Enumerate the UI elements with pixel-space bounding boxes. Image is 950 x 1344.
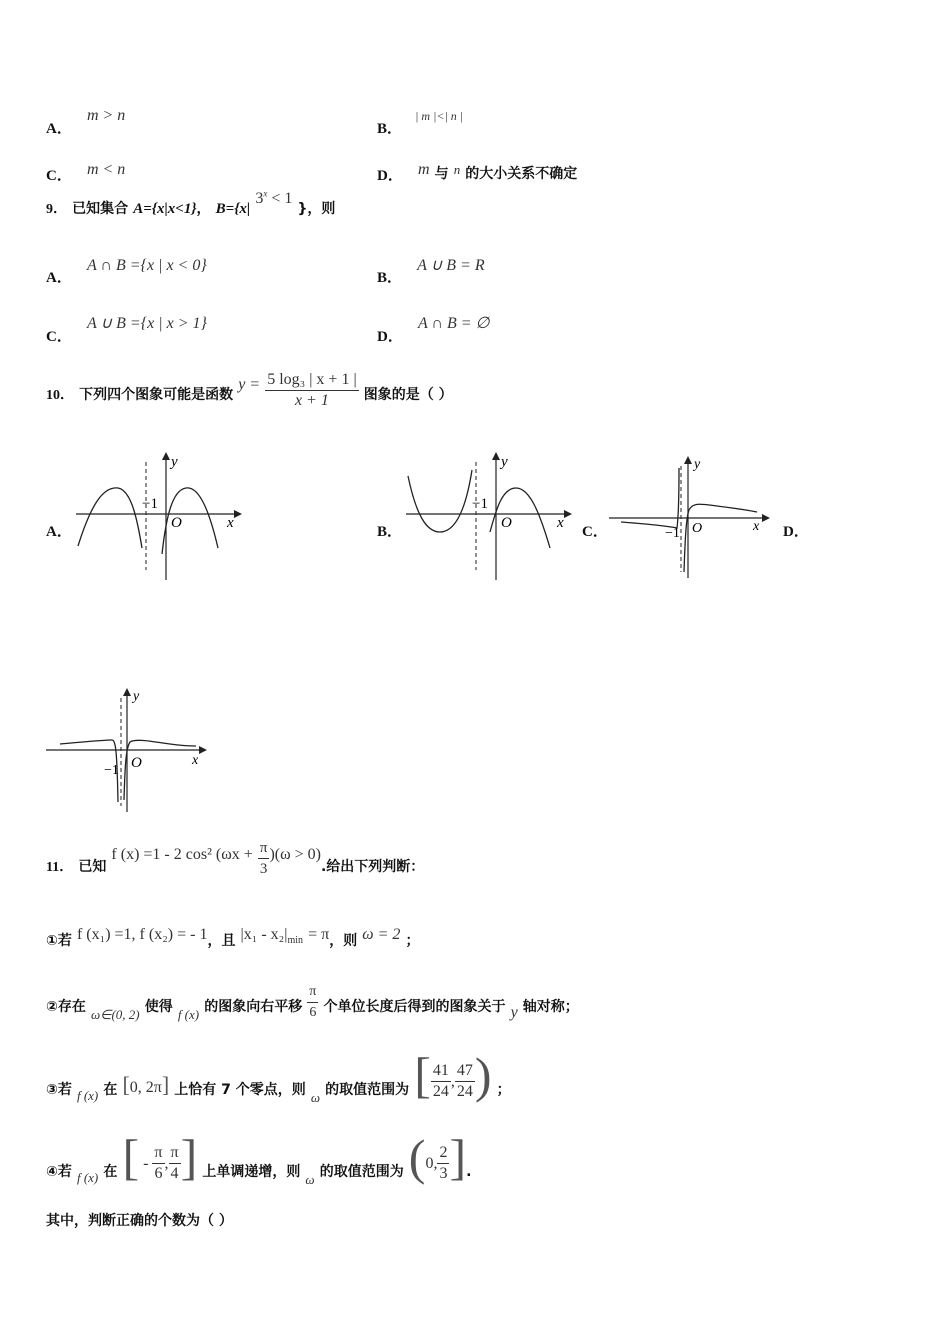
comma: ,: [450, 1073, 455, 1090]
text: 的大小关系不确定: [465, 166, 578, 182]
text: 若: [57, 1082, 72, 1098]
math-expr: f (x₁) =1, f (x₂) = - 1: [76, 926, 208, 943]
neg-one-label: −1: [472, 496, 488, 512]
text: 存在: [57, 999, 86, 1015]
math-expr: f (x) =1 - 2 cos² (ωx +: [111, 846, 253, 863]
option-label: C．: [46, 329, 72, 345]
question-number: 11．: [46, 860, 74, 875]
numerator: 47: [455, 1061, 475, 1082]
text: 与: [434, 166, 449, 182]
math-sub: min: [287, 935, 303, 947]
text: }，则: [297, 201, 336, 217]
x-label: x: [227, 515, 234, 531]
option-label: A．: [46, 121, 72, 137]
y-arrow: [492, 452, 500, 460]
y-arrow: [162, 452, 170, 460]
option-label: C．: [46, 168, 72, 184]
x-arrow: [762, 514, 770, 522]
q8-option-c: [46, 158, 126, 184]
origin-label: O: [131, 755, 142, 771]
denominator: x + 1: [294, 392, 329, 409]
curve-left: [621, 468, 679, 528]
q11-stem: [46, 838, 424, 879]
text: ；: [405, 933, 420, 949]
denominator: 6: [309, 1005, 317, 1020]
math-expr: ω∈(0, 2): [90, 1007, 140, 1022]
math-var: y: [510, 1004, 518, 1021]
judgment-mark: ④: [46, 1164, 58, 1180]
q11-closing: 其中，判断正确的个数为（ ）: [46, 1213, 233, 1229]
question-number: 10．: [46, 388, 74, 403]
numerator: π: [258, 838, 270, 859]
graph-c: [607, 452, 772, 582]
judgment-mark: ②: [46, 999, 58, 1015]
y-label: y: [694, 457, 701, 472]
math-exp: x: [263, 188, 268, 199]
graph-c-label: C．: [582, 524, 608, 540]
math-expr: A ∪ B ={x | x > 1}: [86, 315, 207, 332]
x-arrow: [199, 746, 207, 754]
numerator: 41: [431, 1061, 451, 1082]
numerator: π: [307, 982, 318, 1003]
numerator: π: [152, 1143, 164, 1164]
text: 的取值范围为: [319, 1164, 404, 1180]
graph-d: [44, 684, 209, 816]
curve-left: [78, 488, 142, 548]
minus: -: [143, 1155, 149, 1172]
origin-label: O: [692, 521, 703, 536]
left-bracket: [: [122, 1129, 140, 1185]
fraction: [169, 1143, 181, 1184]
denominator: 6: [154, 1165, 163, 1182]
text: 轴对称；: [522, 999, 579, 1015]
q9-option-a: [46, 254, 207, 286]
set-a: A={x|x<1}: [133, 201, 197, 217]
comma: ,: [164, 1155, 169, 1172]
y-arrow: [684, 456, 692, 464]
text: ；: [496, 1082, 511, 1098]
graph-a-label: A．: [46, 524, 72, 540]
fraction: [437, 1143, 449, 1184]
math-base: 3: [255, 190, 264, 207]
left-paren: (: [408, 1129, 426, 1185]
text: 下列四个图象可能是函数: [79, 387, 234, 403]
y-label: y: [501, 454, 508, 470]
q9-option-c: [46, 312, 207, 345]
judgment-1: [46, 924, 420, 949]
text: 上恰有 7 个零点，则: [174, 1082, 306, 1098]
math-expr: = π: [308, 926, 330, 943]
right-bracket: ]: [449, 1129, 467, 1185]
interval-text: 0, 2π: [129, 1079, 162, 1096]
curve-right: [490, 488, 550, 548]
judgment-mark: ③: [46, 1082, 58, 1098]
math-expr: f (x): [76, 1170, 99, 1185]
text: 的图象向右平移: [204, 999, 303, 1015]
text: 图象的是（ ）: [363, 387, 453, 403]
text: 在: [103, 1164, 118, 1180]
y-label: y: [171, 454, 178, 470]
q8-option-b: [377, 104, 464, 137]
fraction: [307, 982, 318, 1023]
interval: [0, 2π]: [122, 1072, 170, 1097]
graph-a: [72, 448, 242, 586]
option-label: D．: [377, 329, 403, 345]
option-label: B．: [377, 121, 403, 137]
text: 已知集合: [72, 201, 129, 217]
curve-left: [408, 470, 472, 532]
math-expr: | m |<| n |: [415, 109, 464, 123]
denominator: 3: [439, 1165, 448, 1182]
text: .给出下列判断：: [320, 859, 425, 875]
curve-right: [684, 504, 757, 572]
math-tail: < 1: [267, 190, 293, 207]
y-label: y: [133, 689, 140, 704]
origin-label: O: [171, 515, 182, 531]
denominator: 4: [170, 1165, 179, 1182]
math-expr: f (x): [177, 1007, 200, 1022]
q9-stem: [46, 188, 336, 218]
math-expr: )(ω > 0): [269, 846, 321, 863]
math-expr: ω = 2: [362, 926, 401, 943]
right-bracket: ): [474, 1047, 492, 1103]
judgment-mark: ①: [46, 933, 58, 949]
q9-option-b: [377, 254, 485, 286]
question-number: 9．: [46, 202, 67, 217]
q8-option-d: [377, 158, 578, 184]
text: ，且: [207, 933, 236, 949]
graph-b: [402, 448, 572, 586]
math-var: m: [417, 161, 430, 178]
fraction: [455, 1061, 475, 1102]
judgment-4: [46, 1122, 472, 1187]
x-arrow: [234, 510, 242, 518]
denominator: 24: [456, 1083, 473, 1100]
fraction: [265, 370, 358, 411]
judgment-2: [46, 986, 579, 1027]
numerator: 5 log₃ | x + 1 |: [265, 370, 358, 391]
x-arrow: [564, 510, 572, 518]
graph-d-label: D．: [783, 524, 809, 540]
fraction: [258, 838, 270, 879]
neg-one-label: −1: [665, 526, 680, 541]
neg-one-label: −1: [104, 763, 119, 778]
math-var: ω: [310, 1090, 321, 1105]
math-expr: m < n: [86, 161, 126, 178]
fraction: [152, 1143, 164, 1184]
denominator: 24: [432, 1083, 449, 1100]
text: .: [466, 1164, 472, 1180]
text: 若: [57, 933, 72, 949]
math-expr: f (x): [76, 1088, 99, 1103]
judgment-3: [46, 1040, 511, 1105]
math-var: n: [453, 162, 461, 177]
q9-option-d: [377, 312, 490, 345]
neg-one-label: −1: [142, 496, 158, 512]
option-label: A．: [46, 270, 72, 286]
graph-b-label: B．: [377, 524, 403, 540]
x-label: x: [557, 515, 564, 531]
set-b-head: B={x|: [215, 201, 251, 217]
left-bracket: [: [414, 1047, 431, 1103]
y-arrow: [123, 688, 131, 696]
text: 在: [103, 1082, 118, 1098]
x-label: x: [753, 519, 760, 534]
denominator: 3: [259, 861, 268, 877]
text: 个单位长度后得到的图象关于: [323, 999, 506, 1015]
text: 上单调递增，则: [202, 1164, 301, 1180]
math-var: ω: [305, 1172, 315, 1187]
numerator: 2: [437, 1143, 449, 1164]
right-bracket: ]: [180, 1129, 198, 1185]
math-expr: A ∩ B = ∅: [417, 315, 490, 332]
zero: 0,: [425, 1155, 438, 1172]
q10-stem: [46, 370, 453, 411]
origin-label: O: [501, 515, 512, 531]
math-expr: A ∪ B = R: [417, 257, 485, 274]
fraction: [431, 1061, 451, 1102]
math-expr: y =: [238, 376, 261, 393]
math-expr: [255, 190, 292, 207]
q8-option-a: [46, 104, 126, 137]
text: 使得: [144, 999, 173, 1015]
text: ，: [196, 201, 211, 217]
text: ，则: [329, 933, 358, 949]
option-label: D．: [377, 168, 403, 184]
text: 已知: [78, 859, 107, 875]
x-label: x: [192, 753, 199, 768]
math-expr: m > n: [86, 107, 126, 124]
option-label: B．: [377, 270, 403, 286]
numerator: π: [169, 1143, 181, 1164]
math-expr: |x₁ - x₂|: [240, 926, 288, 943]
text: 的取值范围为: [325, 1082, 410, 1098]
math-expr: A ∩ B ={x | x < 0}: [86, 257, 207, 274]
text: 若: [57, 1164, 72, 1180]
